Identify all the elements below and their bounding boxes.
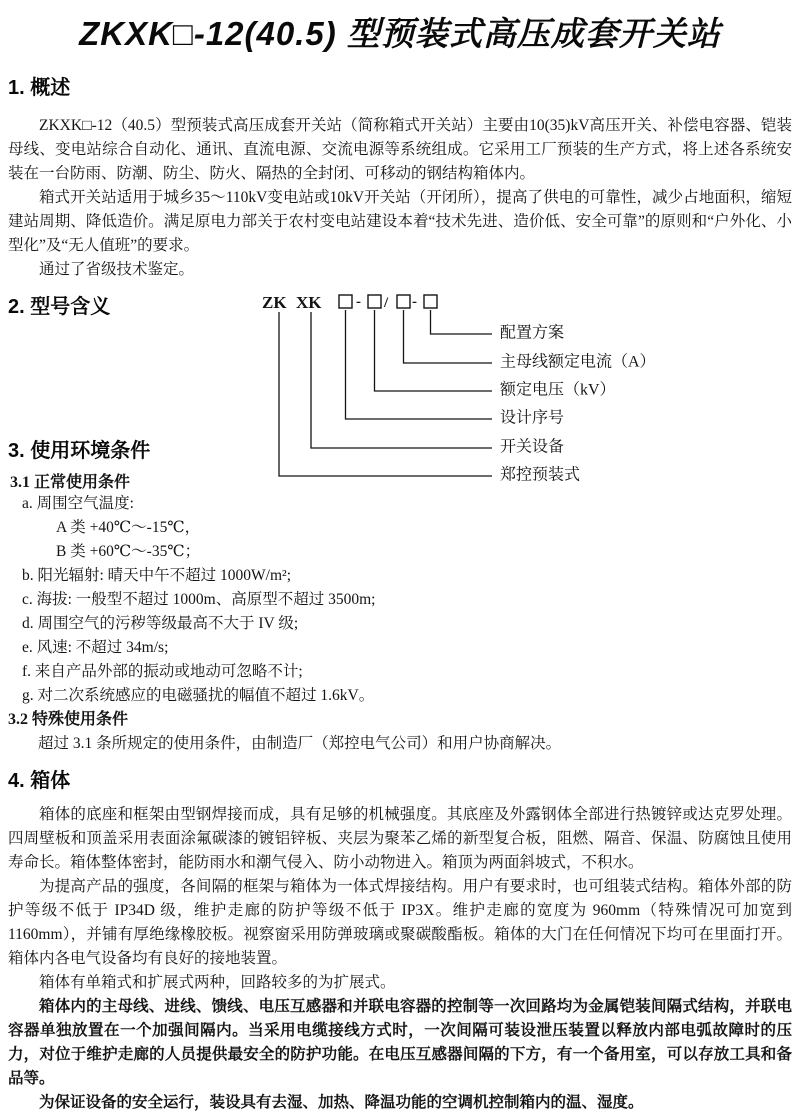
- model-designation-block: [8, 288, 792, 491]
- model-code-dash: -: [356, 294, 361, 310]
- diagram-label-design-no: 设计序号: [500, 409, 565, 427]
- connector-line: [346, 310, 493, 419]
- connector-line: [375, 310, 493, 391]
- section-1-paragraph: 通过了省级技术鉴定。: [39, 261, 195, 278]
- section-4-paragraph: 为提高产品的强度，各间隔的框架与箱体为一体式焊接结构。用户有要求时，也可组装式结构。箱体外部的防护等级不低于 IP34D 级，维护走廊的防护等级不低于 IP3X。维护走廊的宽度为 960mm（特殊情况可加宽到 1160mm），并铺有厚绝缘橡胶板。视察窗采用防弹玻璃或聚碳酸酯板。箱体的大门在任何情况下均可在里面打开。箱体内各电气设备均有良好的接地装置。: [8, 878, 792, 967]
- diagram-label-config: 配置方案: [500, 324, 565, 342]
- env-item-a1: A 类 +40℃～-15℃，: [56, 519, 201, 536]
- document-title: ZKXK□-12(40.5) 型预装式高压成套开关站: [79, 15, 721, 52]
- section-3-heading: 3. 使用环境条件: [8, 440, 151, 462]
- section-3-2-text: 超过 3.1 条所规定的使用条件，由制造厂（郑控电气公司）和用户协商解决。: [38, 735, 562, 752]
- diagram-label-rated-voltage: 额定电压（kV）: [500, 381, 616, 399]
- model-code-box: [397, 295, 410, 308]
- env-item-g: g. 对二次系统感应的电磁骚扰的幅值不超过 1.6kV。: [22, 687, 375, 704]
- section-4-paragraph: 箱体的底座和框架由型钢焊接而成，具有足够的机械强度。其底座及外露钢体全部进行热镀锌或达克罗处理。四周壁板和顶盖采用表面涂氟碳漆的镀铝锌板、夹层为聚苯乙烯的新型复合板，阻燃、隔音、保温、防腐蚀且使用寿命长。箱体整体密封，能防雨水和潮气侵入、防小动物进入。箱顶为两面斜坡式，不积水。: [8, 806, 792, 871]
- model-code-slash: /: [384, 295, 389, 311]
- diagram-label-switchgear: 开关设备: [500, 438, 565, 456]
- section-1-paragraph: 箱式开关站适用于城乡35～110kV变电站或10kV开关站（开闭所），提高了供电的可靠性，减少占地面积，缩短建站周期、降低造价。满足原电力部关于农村变电站建设本着“技术先进、造价低、安全可靠”的原则和“户外化、小型化”及“无人值班”的要求。: [8, 189, 792, 254]
- model-code-box: [424, 295, 437, 308]
- env-item-a: a. 周围空气温度:: [22, 495, 134, 512]
- diagram-label-bus-current: 主母线额定电流（A）: [500, 353, 656, 371]
- connector-line: [311, 312, 492, 448]
- section-3-2-heading: 3.2 特殊使用条件: [8, 711, 129, 728]
- section-1-paragraph: ZKXK□-12（40.5）型预装式高压成套开关站（简称箱式开关站）主要由10(35)kV高压开关、补偿电容器、铠装母线、变电站综合自动化、通讯、直流电源、交流电源等系统组成。它采用工厂预装的生产方式，将上述各系统安装在一台防雨、防潮、防尘、防火、隔热的全封闭、可移动的钢结构箱体内。: [8, 117, 792, 182]
- diagram-label-zhengkong: 郑控预装式: [500, 466, 581, 484]
- section-3-1-heading: 3.1 正常使用条件: [10, 474, 131, 491]
- connector-line: [431, 310, 493, 334]
- model-code-part-xk: XK: [296, 293, 322, 312]
- section-4-paragraph: 为保证设备的安全运行，装设具有去湿、加热、降温功能的空调机控制箱内的温、湿度。: [39, 1094, 644, 1111]
- env-item-a2: B 类 +60℃～-35℃；: [56, 543, 201, 560]
- model-code-dash: -: [412, 294, 417, 310]
- section-4-paragraph: 箱体内的主母线、进线、馈线、电压互感器和并联电容器的控制等一次回路均为金属铠装间隔式结构，并联电容器单独放置在一个加强间隔内。当采用电缆接线方式时，一次间隔可装设泄压装置以释放内部电弧故障时的压力，对位于维护走廊的人员提供最安全的防护功能。在电压互感器间隔的下方，有一个备用室，可以存放工具和备品等。: [8, 998, 792, 1087]
- env-item-f: f. 来自产品外部的振动或地动可忽略不计;: [22, 663, 303, 680]
- env-item-d: d. 周围空气的污秽等级最高不大于 IV 级;: [22, 615, 299, 632]
- section-4-paragraph: 箱体有单箱式和扩展式两种，回路较多的为扩展式。: [39, 974, 396, 991]
- env-item-b: b. 阳光辐射: 晴天中午不超过 1000W/m²;: [22, 567, 292, 584]
- section-2-heading: 2. 型号含义: [8, 296, 111, 318]
- model-code-part-zk: ZK: [262, 293, 287, 312]
- connector-line: [404, 310, 493, 363]
- model-code-box: [339, 295, 352, 308]
- model-code-box: [368, 295, 381, 308]
- section-4-heading: 4. 箱体: [8, 770, 71, 792]
- env-item-e: e. 风速: 不超过 34m/s;: [22, 639, 169, 656]
- section-1-heading: 1. 概述: [8, 77, 71, 99]
- environment-conditions-list: [8, 492, 792, 708]
- document-page: [0, 8, 800, 1115]
- env-item-c: c. 海拔: 一般型不超过 1000m、高原型不超过 3500m;: [22, 591, 376, 608]
